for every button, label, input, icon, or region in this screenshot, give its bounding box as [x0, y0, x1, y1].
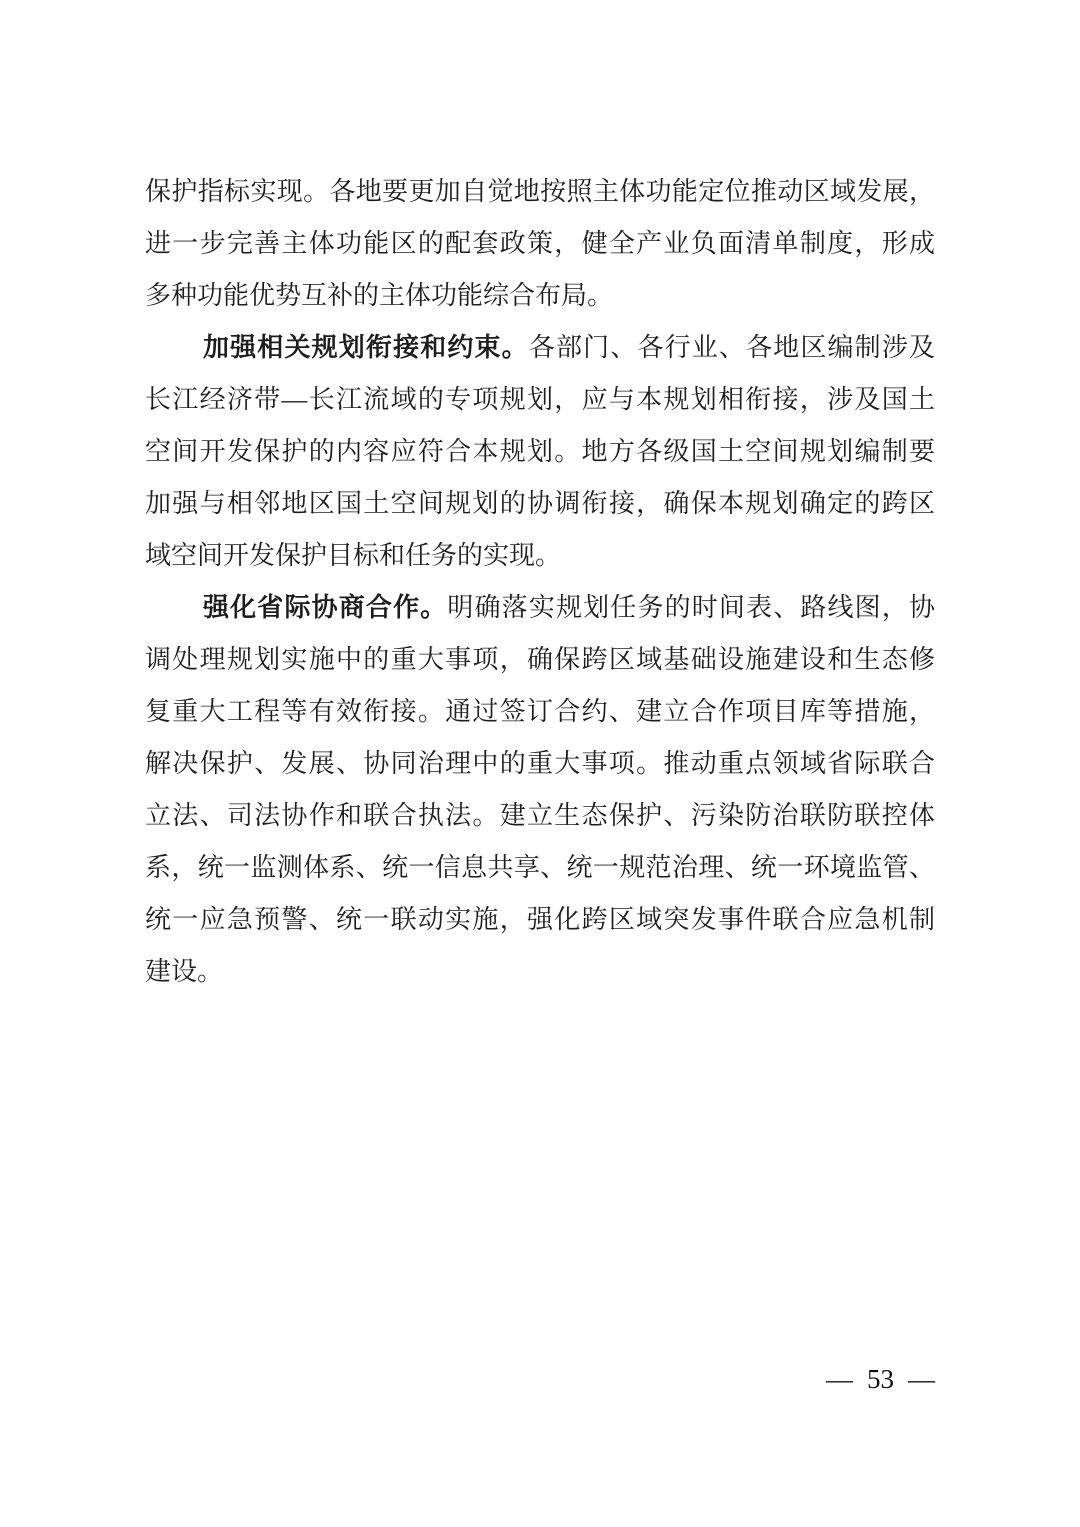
text-line: 进一步完善主体功能区的配套政策，健全产业负面清单制度，形成: [145, 229, 935, 258]
text-line: 调处理规划实施中的重大事项，确保跨区域基础设施建设和生态修: [145, 645, 935, 674]
text-line: 空间开发保护的内容应符合本规划。地方各级国土空间规划编制要: [145, 437, 935, 466]
text-run: 各部门、各行业、各地区编制涉及: [528, 333, 935, 362]
text-line: 域空间开发保护目标和任务的实现。: [145, 541, 562, 570]
text-run: 明确落实规划任务的时间表、路线图，协: [447, 593, 935, 622]
page-footer: [826, 1362, 935, 1396]
text-line: 立法、司法协作和联合执法。建立生态保护、污染防治联防联控体: [145, 801, 935, 830]
page-number: 53: [867, 1364, 894, 1394]
paragraph-lead: 加强相关规划衔接和约束。: [203, 333, 529, 362]
text-line: 加强与相邻地区国土空间规划的协调衔接，确保本规划确定的跨区: [145, 489, 935, 518]
paragraph: [145, 166, 935, 322]
paragraph: [145, 322, 935, 582]
paragraph: [145, 582, 935, 998]
text-line: 解决保护、发展、协同治理中的重大事项。推动重点领域省际联合: [145, 749, 935, 778]
text-line: 多种功能优势互补的主体功能综合布局。: [145, 281, 614, 310]
text-line: 长江经济带—长江流域的专项规划，应与本规划相衔接，涉及国土: [145, 385, 935, 414]
footer-dash-right: —: [908, 1364, 935, 1394]
footer-dash-left: —: [826, 1364, 853, 1394]
text-line: 保护指标实现。各地要更加自觉地按照主体功能定位推动区域发展，: [145, 177, 935, 206]
text-line: [145, 582, 935, 634]
text-line: 统一应急预警、统一联动实施，强化跨区域突发事件联合应急机制: [145, 905, 935, 934]
paragraph-lead: 强化省际协商合作。: [203, 593, 448, 622]
text-line: 系，统一监测体系、统一信息共享、统一规范治理、统一环境监管、: [145, 853, 935, 882]
text-line: 复重大工程等有效衔接。通过签订合约、建立合作项目库等措施，: [145, 697, 935, 726]
text-line: [145, 322, 935, 374]
document-body: [145, 166, 935, 998]
text-line: 建设。: [145, 957, 224, 986]
